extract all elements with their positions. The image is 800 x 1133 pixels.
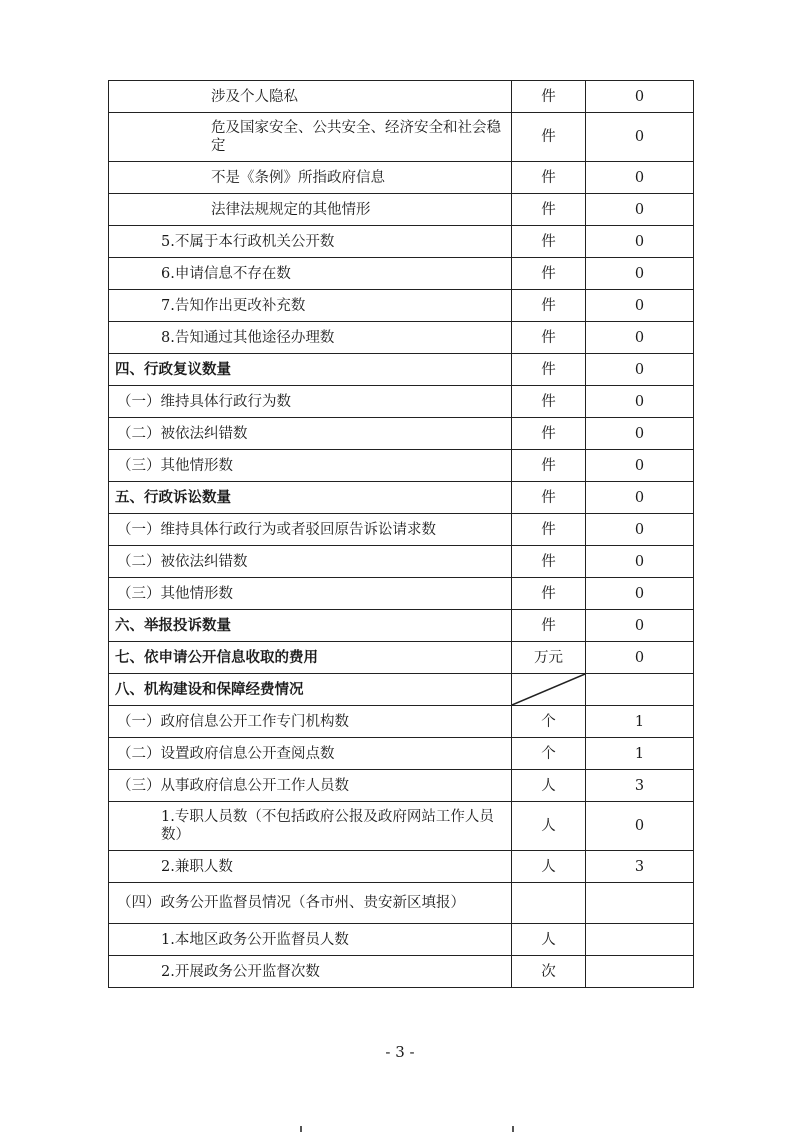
row-unit: 件 [512,113,586,162]
row-value: 0 [586,194,694,226]
row-unit: 件 [512,610,586,642]
row-value [586,924,694,956]
table-row [109,322,694,354]
row-value: 0 [586,81,694,113]
table-row [109,956,694,988]
row-item-label: 五、行政诉讼数量 [109,482,512,514]
row-item-label: （四）政务公开监督员情况（各市州、贵安新区填报） [109,883,512,924]
table-row [109,578,694,610]
scan-mark [512,1126,514,1132]
table-row [109,514,694,546]
row-item-label: 5.不属于本行政机关公开数 [109,226,512,258]
table-row [109,610,694,642]
row-value [586,674,694,706]
row-item-label: 七、依申请公开信息收取的费用 [109,642,512,674]
row-value: 0 [586,546,694,578]
table-row [109,851,694,883]
row-unit: 万元 [512,642,586,674]
table-row [109,482,694,514]
table-row [109,162,694,194]
row-value: 0 [586,290,694,322]
table-row [109,81,694,113]
row-unit: 人 [512,851,586,883]
row-item-label: （三）其他情形数 [109,578,512,610]
row-item-label: 7.告知作出更改补充数 [109,290,512,322]
row-unit: 个 [512,738,586,770]
row-item-label: 八、机构建设和保障经费情况 [109,674,512,706]
row-item-label: （一）政府信息公开工作专门机构数 [109,706,512,738]
row-item-label: 1.本地区政务公开监督员人数 [109,924,512,956]
row-item-label: 四、行政复议数量 [109,354,512,386]
row-value: 0 [586,113,694,162]
row-unit: 次 [512,956,586,988]
row-value [586,883,694,924]
row-value: 0 [586,258,694,290]
row-item-label: （一）维持具体行政行为数 [109,386,512,418]
table-row [109,290,694,322]
row-value [586,956,694,988]
row-unit: 件 [512,578,586,610]
row-item-label: 8.告知通过其他途径办理数 [109,322,512,354]
row-unit: 人 [512,770,586,802]
row-unit: 件 [512,354,586,386]
row-item-label: 涉及个人隐私 [109,81,512,113]
row-item-label: （三）从事政府信息公开工作人员数 [109,770,512,802]
table-row [109,113,694,162]
row-value: 0 [586,162,694,194]
row-item-label: （二）被依法纠错数 [109,546,512,578]
row-item-label: 法律法规规定的其他情形 [109,194,512,226]
row-item-label: 危及国家安全、公共安全、经济安全和社会稳定 [109,113,512,162]
row-item-label: （一）维持具体行政行为或者驳回原告诉讼请求数 [109,514,512,546]
row-unit: 件 [512,450,586,482]
table-row [109,258,694,290]
row-item-label: 不是《条例》所指政府信息 [109,162,512,194]
table-row [109,226,694,258]
row-unit: 件 [512,386,586,418]
row-unit: 件 [512,418,586,450]
row-value: 0 [586,418,694,450]
statistics-table-body [109,81,694,988]
row-value: 0 [586,578,694,610]
table-row [109,674,694,706]
row-value: 0 [586,386,694,418]
table-row [109,802,694,851]
row-unit: 人 [512,802,586,851]
table-row [109,738,694,770]
row-value: 0 [586,226,694,258]
row-unit: 件 [512,194,586,226]
row-unit: 个 [512,706,586,738]
row-item-label: 2.开展政务公开监督次数 [109,956,512,988]
row-item-label: 1.专职人员数（不包括政府公报及政府网站工作人员数） [109,802,512,851]
row-item-label: 六、举报投诉数量 [109,610,512,642]
row-unit: 件 [512,482,586,514]
diagonal-line [512,674,585,705]
row-item-label: 6.申请信息不存在数 [109,258,512,290]
table-row [109,450,694,482]
row-unit: 件 [512,514,586,546]
row-value: 3 [586,770,694,802]
diagonal-cell [512,674,586,706]
table-row [109,770,694,802]
scan-mark [300,1126,302,1132]
row-value: 0 [586,482,694,514]
row-unit: 人 [512,924,586,956]
table-row [109,418,694,450]
row-value: 0 [586,610,694,642]
table-row [109,706,694,738]
table-row [109,883,694,924]
table-row [109,642,694,674]
row-value: 0 [586,322,694,354]
row-value: 3 [586,851,694,883]
row-value: 1 [586,738,694,770]
row-item-label: （三）其他情形数 [109,450,512,482]
row-value: 0 [586,642,694,674]
row-item-label: （二）设置政府信息公开查阅点数 [109,738,512,770]
row-unit: 件 [512,226,586,258]
table-row [109,386,694,418]
row-unit: 件 [512,81,586,113]
row-unit: 件 [512,258,586,290]
row-unit: 件 [512,290,586,322]
table-row [109,194,694,226]
row-value: 0 [586,802,694,851]
row-value: 0 [586,514,694,546]
row-item-label: （二）被依法纠错数 [109,418,512,450]
row-value: 0 [586,450,694,482]
row-unit: 件 [512,546,586,578]
row-value: 1 [586,706,694,738]
table-row [109,354,694,386]
table-row [109,924,694,956]
row-value: 0 [586,354,694,386]
page-number: - 3 - [385,1043,415,1061]
row-unit: 件 [512,162,586,194]
statistics-table [108,80,694,988]
row-unit [512,883,586,924]
row-unit: 件 [512,322,586,354]
table-row [109,546,694,578]
row-item-label: 2.兼职人数 [109,851,512,883]
